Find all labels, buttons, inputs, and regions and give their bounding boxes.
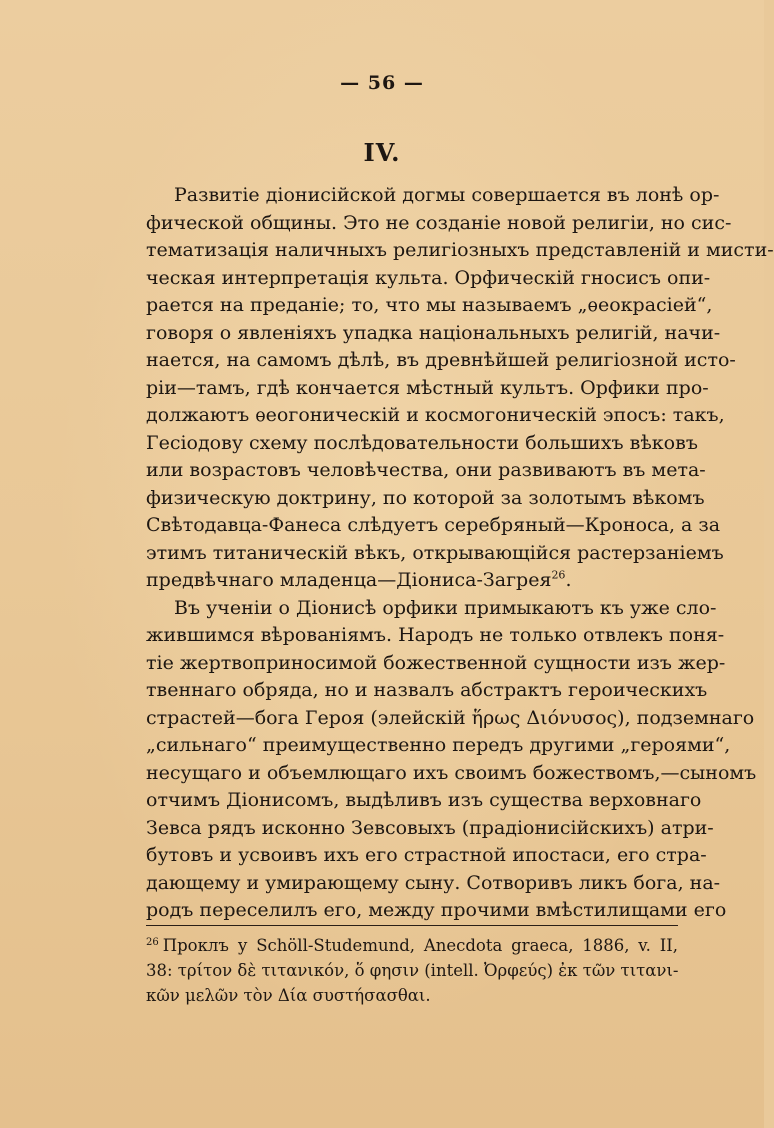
text-line [146,870,721,898]
text-line-content: страстей—бога Героя (элейскій ἥρως Διόνυσος), подземнаго [146,706,755,729]
text-line-content: тематизація наличныхъ религіозныхъ представленій и мисти- [146,239,774,261]
text-line [146,457,706,485]
text-line [146,320,721,348]
text-line [146,622,725,650]
text-line-content: родъ переселилъ его, между прочими вмѣстилищами его [146,899,727,921]
text-line: предвѣчнаго младенца—Діониса-Загрея$^{26}$. [146,568,572,591]
text-line [146,705,755,733]
text-line-content: нается, на самомъ дѣлѣ, въ древнѣйшей религіозной исто- [146,349,736,371]
text-line-content: Гесіодову схему послѣдовательности большихъ вѣковъ [146,431,698,454]
footnote-reference: 26 [551,568,566,582]
text-line [146,237,774,265]
text-line-content: Зевса рядъ исконно Зевсовыхъ (прадіонисійскихъ) атри- [146,816,714,839]
text-line-content: Развитіе діонисійской догмы совершается въ лонѣ ор- [174,184,720,206]
text-line-content: говоря о явленіяхъ упадка національныхъ религій, начи- [146,321,721,344]
text-line [146,842,707,870]
text-line [146,485,705,513]
footnote-line-content: 38: τρίτον δὲ τιτανικόν, ὅ φησιν (intell. Ὀρφεύς) ἐκ τῶν τιτανι- [146,961,679,980]
text-line [146,512,721,540]
text-line [146,595,717,623]
text-line [146,732,731,760]
footnote-line [146,958,678,983]
text-line-content: несущаго и объемлющаго ихъ своимъ божествомъ,—сыномъ [146,761,757,784]
text-line-content: дающему и умирающему сыну. Сотворивъ ликъ бога, на- [146,871,721,894]
text-line-content: жившимся вѣрованіямъ. Народъ не только отвлекъ поня- [146,624,725,646]
text-line [146,210,732,238]
text-line-content: рается на преданіе; то, что мы называемъ „ѳеокрасіей“, [146,294,713,316]
text-line-content: или возрастовъ человѣчества, они развиваютъ въ мета- [146,459,706,481]
text-line-content: должаютъ ѳеогоническій и космогоническій эпосъ: такъ, [146,404,725,426]
text-line [146,402,725,430]
text-line-content: фической общины. Это не созданіе новой религіи, но сис- [146,211,732,234]
body-text [146,182,774,925]
text-line [146,347,736,375]
text-line-content: „сильнаго“ преимущественно передъ другими „героями“, [146,734,731,756]
text-line [146,375,709,403]
text-line-content: предвѣчнаго младенца—Діониса-Загрея [146,569,552,591]
text-line-content: тіе жертвоприносимой божественной сущности изъ жер- [146,651,726,674]
text-line-content: бутовъ и усвоивъ ихъ его страстной ипостаси, его стра- [146,844,707,866]
footnote-line [146,983,678,1008]
footnote-marker: 26 [146,936,159,948]
text-line-content: ріи—тамъ, гдѣ кончается мѣстный культъ. Орфики про- [146,376,709,399]
text-line [146,815,714,843]
text-line [146,787,702,815]
chapter-heading: IV. [363,138,401,167]
page-number: — 56 — [340,72,424,94]
text-line [146,265,711,293]
text-line [146,540,724,568]
text-line-content: этимъ титаническій вѣкъ, открывающійся растерзаніемъ [146,541,724,564]
footnote-line-content: Проклъ у Schöll-Studemund, Anecdota graeca, 1886, v. II, [162,936,678,955]
footnote-divider [146,925,678,926]
text-line [146,650,726,678]
text-line [146,292,713,320]
text-line-content: отчимъ Діонисомъ, выдѣливъ изъ существа верховнаго [146,789,702,811]
text-line-content: физическую доктрину, по которой за золотымъ вѣкомъ [146,486,705,509]
text-line-content: твеннаго обряда, но и назвалъ абстрактъ героическихъ [146,679,708,701]
footnote [146,933,678,1008]
text-line [146,760,757,788]
text-line [146,430,698,458]
text-line [146,897,727,925]
text-line-content: ческая интерпретація культа. Орфическій гносисъ опи- [146,266,711,289]
text-line [146,677,708,705]
footnote-line-content: κῶν μελῶν τὸν Δία συστήσασθαι. [146,986,431,1005]
text-line-content: Въ ученіи о Діонисѣ орфики примыкаютъ къ уже сло- [174,596,717,619]
text-line [146,182,720,210]
footnote-line [146,933,678,958]
text-line-content: Свѣтодавца-Фанеса слѣдуетъ серебряный—Кроноса, а за [146,514,721,536]
